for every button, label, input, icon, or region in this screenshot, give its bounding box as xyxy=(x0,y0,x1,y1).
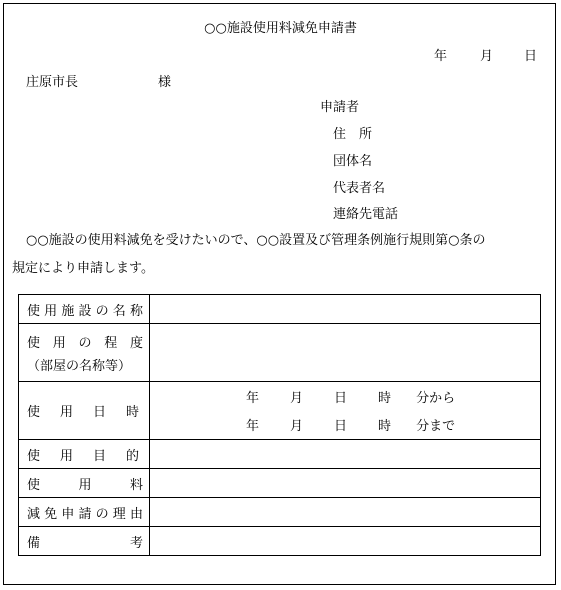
purpose-label: 使 用 目 的 xyxy=(19,440,150,469)
table-row xyxy=(19,527,541,556)
form-title: ○○施設使用料減免申請書 xyxy=(204,21,357,36)
table-row xyxy=(19,498,541,527)
usage-extent-field[interactable] xyxy=(150,324,541,382)
remarks-label: 備 考 xyxy=(19,527,150,556)
remarks-field[interactable] xyxy=(150,527,541,556)
applicant-group-label: 団体名 xyxy=(333,154,373,169)
date-day-label: 日 xyxy=(524,49,538,64)
table-row xyxy=(19,469,541,498)
applicant-phone-label: 連絡先電話 xyxy=(333,207,399,222)
reduction-reason-field[interactable] xyxy=(150,498,541,527)
usage-extent-sublabel: （部屋の名称等） xyxy=(27,358,132,374)
facility-name-label: 使 用 施 設 の 名 称 xyxy=(19,295,150,324)
usage-datetime-field[interactable] xyxy=(150,382,541,440)
fee-label: 使 用 料 xyxy=(19,469,150,498)
body-text-line-2: 規定により申請します。 xyxy=(12,261,154,276)
reduction-reason-label: 減 免 申 請 の 理 由 xyxy=(19,498,150,527)
body-text-line-1: ○○施設の使用料減免を受けたいので、○○設置及び管理条例施行規則第○条の xyxy=(26,233,486,248)
applicant-heading: 申請者 xyxy=(320,100,360,115)
table-row xyxy=(19,440,541,469)
date-year-label: 年 xyxy=(434,49,448,64)
honorific: 様 xyxy=(158,75,172,90)
application-table xyxy=(18,294,541,556)
facility-name-field[interactable] xyxy=(150,295,541,324)
applicant-address-label: 住 所 xyxy=(333,127,373,142)
table-row xyxy=(19,382,541,440)
date-month-label: 月 xyxy=(480,49,494,64)
applicant-representative-label: 代表者名 xyxy=(333,181,386,196)
datetime-to: 年 月 日 時 分まで xyxy=(246,419,456,434)
usage-extent-label: 使 用 の 程 度 （部屋の名称等） xyxy=(19,324,150,382)
purpose-field[interactable] xyxy=(150,440,541,469)
fee-field[interactable] xyxy=(150,469,541,498)
usage-datetime-label: 使 用 日 時 xyxy=(19,382,150,440)
table-row xyxy=(19,295,541,324)
table-row xyxy=(19,324,541,382)
addressee: 庄原市長 xyxy=(26,75,79,90)
datetime-from: 年 月 日 時 分から xyxy=(246,391,456,406)
